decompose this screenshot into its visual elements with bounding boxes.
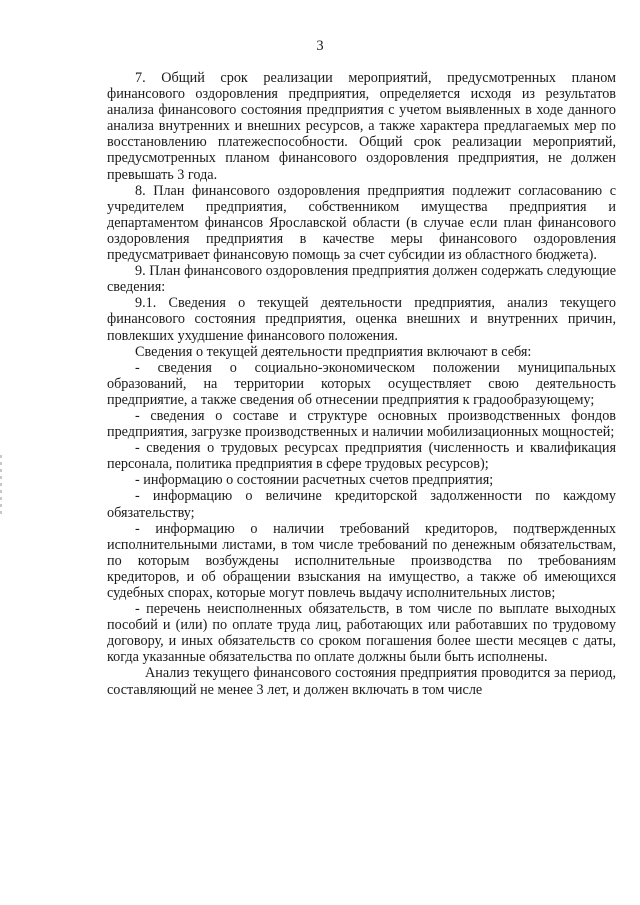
paragraph-9-1: 9.1. Сведения о текущей деятельности предприятия, анализ текущего финансового состояния предприятия, оценка внешних и внутренних причин, повлекших ухудшение финансового положения. — [107, 295, 616, 344]
document-body — [107, 70, 616, 698]
paragraph-analysis: Анализ текущего финансового состояния предприятия проводится за период, составляющий не менее 3 лет, и должен включать в том числе — [107, 665, 616, 698]
paragraph-9: 9. План финансового оздоровления предприятия должен содержать следующие сведения: — [107, 263, 616, 296]
scan-edge-mark — [0, 455, 2, 515]
paragraph-activity-intro: Сведения о текущей деятельности предприятия включают в себя: — [135, 343, 532, 360]
list-item: - информацию о величине кредиторской задолженности по каждому обязательству; — [107, 488, 616, 521]
list-item: - информацию о наличии требований кредиторов, подтвержденных исполнительными листами, в том числе требований по денежным обязательствам, по которым возбуждены исполнительные производства по требованиям кредиторов, и об обращении взыскания на имущество, а также об имеющихся судебных спорах, которые могут повлечь выдачу исполнительных листов; — [107, 520, 616, 601]
page-number: 3 — [316, 38, 324, 54]
list-item: - перечень неисполненных обязательств, в том числе по выплате выходных пособий и (или) по оплате труда лиц, работающих или работавших по трудовому договору, и иных обязательств со сроком погашения более шести месяцев с даты, когда указанные обязательства по оплате должны были быть исполнены. — [107, 601, 616, 666]
paragraph-8: 8. План финансового оздоровления предприятия подлежит согласованию с учредителем предприятия, собственником имущества предприятия и департаментом финансов Ярославской области (в случае если план финансового оздоровления предприятия в качестве меры финансового оздоровления предусматривает финансовую помощь за счет субсидии из областного бюджета). — [107, 182, 616, 264]
list-item: - сведения о социально-экономическом положении муниципальных образований, на территории которых осуществляет свою деятельность предприятие, а также сведения об отнесении предприятия к градообразующему; — [107, 359, 616, 408]
list-item: - сведения о трудовых ресурсах предприятия (численность и квалификация персонала, политика предприятия в сфере трудовых ресурсов); — [107, 440, 616, 473]
list-item: - информацию о состоянии расчетных счетов предприятия; — [135, 472, 494, 489]
paragraph-7: 7. Общий срок реализации мероприятий, предусмотренных планом финансового оздоровления предприятия, определяется исходя из результатов анализа финансового состояния предприятия с учетом выявленных в ходе данного анализа внутренних и внешних ресурсов, а также характера предлагаемых мер по восстановлению платежеспособности. Общий срок реализации мероприятий, предусмотренных планом финансового оздоровления предприятия, не должен превышать 3 года. — [107, 70, 616, 183]
list-item: - сведения о составе и структуре основных производственных фондов предприятия, загрузке производственных и наличии мобилизационных мощностей; — [107, 407, 616, 441]
